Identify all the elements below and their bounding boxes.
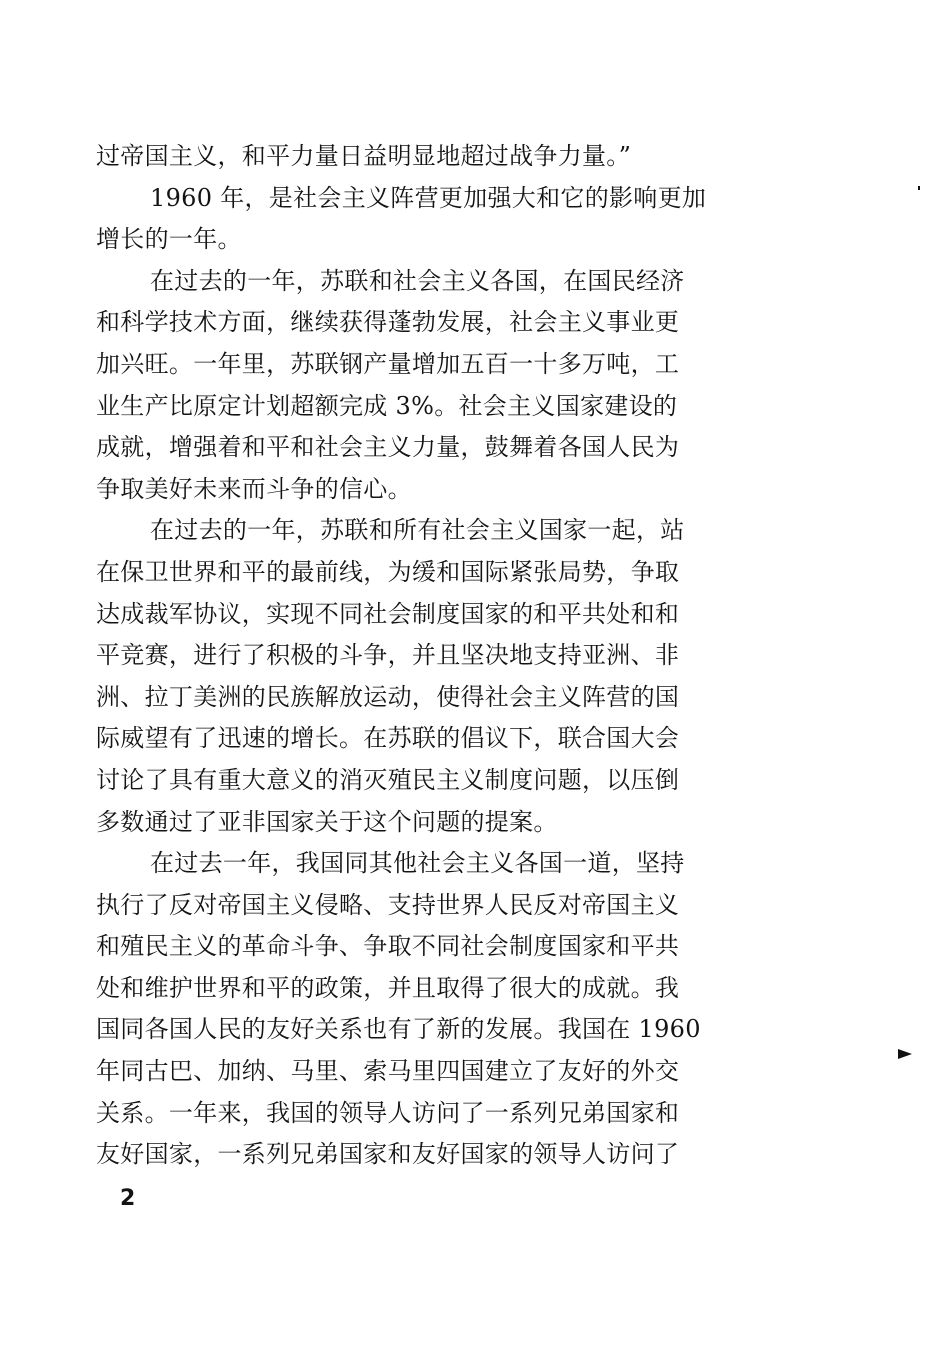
text-line: 增长的一年。: [96, 225, 242, 254]
text-line: 际威望有了迅速的增长。在苏联的倡议下，联合国大会: [96, 724, 680, 753]
text-line: 多数通过了亚非国家关于这个问题的提案。: [96, 807, 558, 836]
scan-artifact-arrow: [898, 1049, 912, 1059]
text-line: 执行了反对帝国主义侵略、支持世界人民反对帝国主义: [96, 890, 680, 919]
text-line: 争取美好未来而斗争的信心。: [96, 474, 412, 503]
body-text: [96, 136, 786, 1176]
text-line: 在保卫世界和平的最前线，为缓和国际紧张局势，争取: [96, 557, 680, 586]
page-number: 2: [120, 1186, 136, 1211]
text-line: 关系。一年来，我国的领导人访问了一系列兄弟国家和: [96, 1098, 680, 1127]
paragraph-start-line: 在过去的一年，苏联和社会主义各国，在国民经济: [150, 266, 685, 295]
text-line: 国同各国人民的友好关系也有了新的发展。我国在 1960: [96, 1015, 701, 1044]
text-line: 平竞赛，进行了积极的斗争，并且坚决地支持亚洲、非: [96, 641, 680, 670]
paragraph-start-line: 在过去一年，我国同其他社会主义各国一道，坚持: [150, 849, 685, 878]
text-line: 处和维护世界和平的政策，并且取得了很大的成就。我: [96, 973, 680, 1002]
paragraph-start-line: 1960 年，是社会主义阵营更加强大和它的影响更加: [150, 183, 707, 212]
scan-artifact-dot: [918, 186, 920, 190]
text-line: 讨论了具有重大意义的消灭殖民主义制度问题，以压倒: [96, 765, 680, 794]
text-line: 友好国家，一系列兄弟国家和友好国家的领导人访问了: [96, 1140, 680, 1169]
text-line: 成就，增强着和平和社会主义力量，鼓舞着各国人民为: [96, 433, 680, 462]
text-line: 洲、拉丁美洲的民族解放运动，使得社会主义阵营的国: [96, 682, 680, 711]
paragraph-start-line: 在过去的一年，苏联和所有社会主义国家一起，站: [150, 516, 685, 545]
text-line: 和殖民主义的革命斗争、争取不同社会制度国家和平共: [96, 932, 680, 961]
text-line: 过帝国主义，和平力量日益明显地超过战争力量。”: [96, 142, 632, 170]
text-line: 和科学技术方面，继续获得蓬勃发展，社会主义事业更: [96, 308, 680, 337]
text-line: 加兴旺。一年里，苏联钢产量增加五百一十多万吨，工: [96, 349, 680, 378]
text-line: 年同古巴、加纳、马里、索马里四国建立了友好的外交: [96, 1057, 680, 1086]
text-line: 达成裁军协议，实现不同社会制度国家的和平共处和和: [96, 599, 680, 628]
text-line: 业生产比原定计划超额完成 3%。社会主义国家建设的: [96, 391, 678, 420]
